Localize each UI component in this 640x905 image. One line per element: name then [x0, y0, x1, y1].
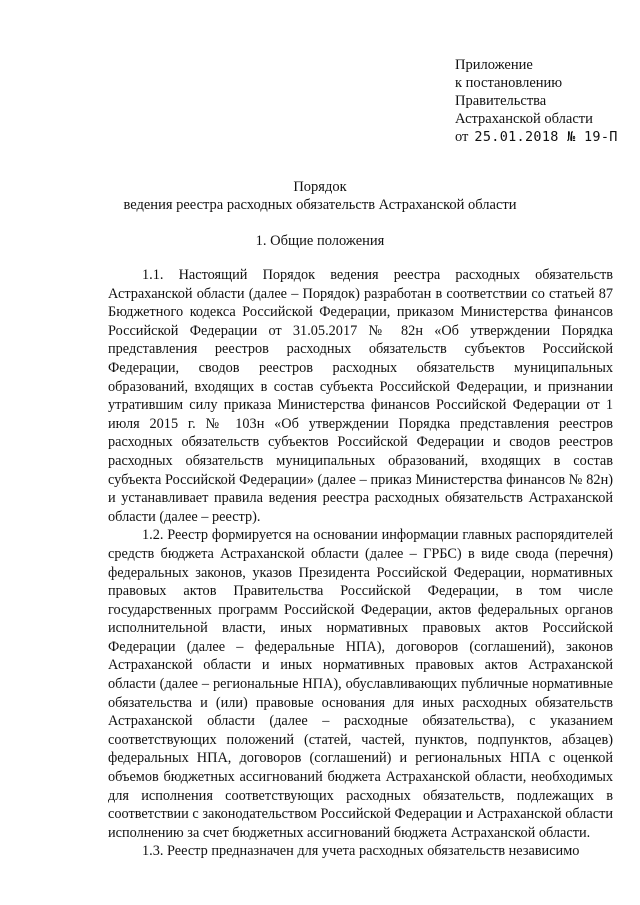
paragraph-1-1: 1.1. Настоящий Порядок ведения реестра расходных обязательств Астраханской области (далее – Порядок) разработан в соответствии со статьей 87 Бюджетного кодекса Российской Федерации, приказом Министерства финансов Российской Федерации от 31.05.2017 № 82н «Об утверждении Порядка представления реестров расходных обязательств субъектов Российской Федерации, сводов реестров расходных обязательств муниципальных образований, входящих в состав субъекта Российской Федерации, и признании утратившим силу приказа Министерства финансов Российской Федерации от 1 июля 2015 г. № 103н «Об утверждении Порядка представления реестров расходных обязательств субъектов Российской Федерации и сводов реестров расходных обязательств муниципальных образований, входящих в состав субъекта Российской Федерации» (далее – приказ Министерства финансов № 82н) и устанавливает правила ведения реестра расходных обязательств Астраханской области (далее – реестр). [108, 267, 613, 525]
section-heading: 1. Общие положения [255, 233, 385, 249]
appendix-line-4: Астраханской области [455, 111, 593, 127]
appendix-date-handwritten: 25.01.2018 № 19-П [474, 129, 618, 145]
appendix-date-line [455, 128, 618, 146]
appendix-line-1: Приложение [455, 57, 533, 73]
appendix-block [455, 56, 618, 146]
appendix-date-prefix: от [455, 129, 469, 145]
document-subtitle: ведения реестра расходных обязательств Астраханской области [123, 197, 517, 213]
appendix-line-2: к постановлению [455, 75, 563, 91]
document-title: Порядок [293, 179, 347, 195]
paragraph-1-3: 1.3. Реестр предназначен для учета расходных обязательств независимо [142, 843, 580, 860]
appendix-line-3: Правительства [455, 93, 547, 109]
paragraph-1-2: 1.2. Реестр формируется на основании информации главных распорядителей средств бюджета Астраханской области (далее – ГРБС) в виде свода (перечня) федеральных законов, указов Президента Российской Федерации, нормативных правовых актов Правительства Российской Федерации, в том числе государственных программ Российской Федерации, актов федеральных органов исполнительной власти, иных нормативных правовых актов Российской Федерации (далее – федеральные НПА), договоров (соглашений), законов Астраханской области и иных нормативных правовых актов Астраханской области (далее – региональные НПА), обуславливающих публичные нормативные обязательства и (или) правовые основания для иных расходных обязательств Астраханской области (далее – расходные обязательства), с указанием соответствующих положений (статей, частей, пунктов, подпунктов, абзацев) федеральных НПА, договоров (соглашений) и региональных НПА с оценкой объемов бюджетных ассигнований бюджета Астраханской области, необходимых для исполнения соответствующих расходных обязательств, подлежащих в соответствии с законодательством Российской Федерации и Астраханской области исполнению за счет бюджетных ассигнований бюджета Астраханской области. [108, 527, 613, 841]
body-text [108, 266, 613, 861]
